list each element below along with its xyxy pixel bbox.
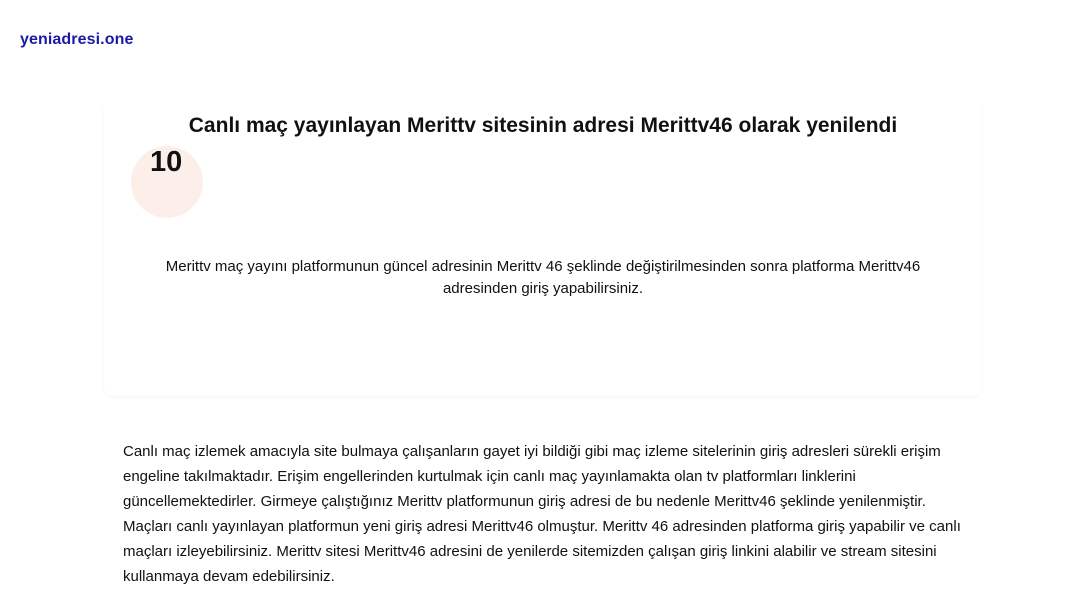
site-logo-link[interactable]: yeniadresi.one — [20, 31, 134, 48]
score-badge — [131, 146, 203, 218]
hero-card — [104, 98, 982, 396]
page-title: Canlı maç yayınlayan Merittv sitesinin adresi Merittv46 olarak yenilendi — [188, 114, 898, 137]
article-body: Canlı maç izlemek amacıyla site bulmaya çalışanların gayet iyi bildiği gibi maç izleme sitelerinin giriş adresleri sürekli erişim engeline takılmaktadır. Erişim engellerinden kurtulmak için canlı maç yayınlamakta olan tv platformları linklerini güncellemektedirler. Girmeye çalıştığınız Merittv platformunun giriş adresi de bu nedenle Merittv46 şeklinde yenilenmiştir. Maçları canlı yayınlayan platformun yeni giriş adresi Merittv46 olmuştur. Merittv 46 adresinden platforma giriş yapabilir ve canlı maçları izleyebilirsiniz. Merittv sitesi Merittv46 adresini de yenilerde sitemizden çalışan giriş linkini alabilir ve stream sitesini kullanmaya devam edebilirsiniz. — [123, 443, 961, 585]
score-value: 10 — [150, 146, 183, 178]
hero-summary: Merittv maç yayını platformunun güncel adresinin Merittv 46 şeklinde değiştirilmesinden sonra platforma Merittv46 adresinden giriş yapabilirsiniz. — [165, 258, 921, 297]
